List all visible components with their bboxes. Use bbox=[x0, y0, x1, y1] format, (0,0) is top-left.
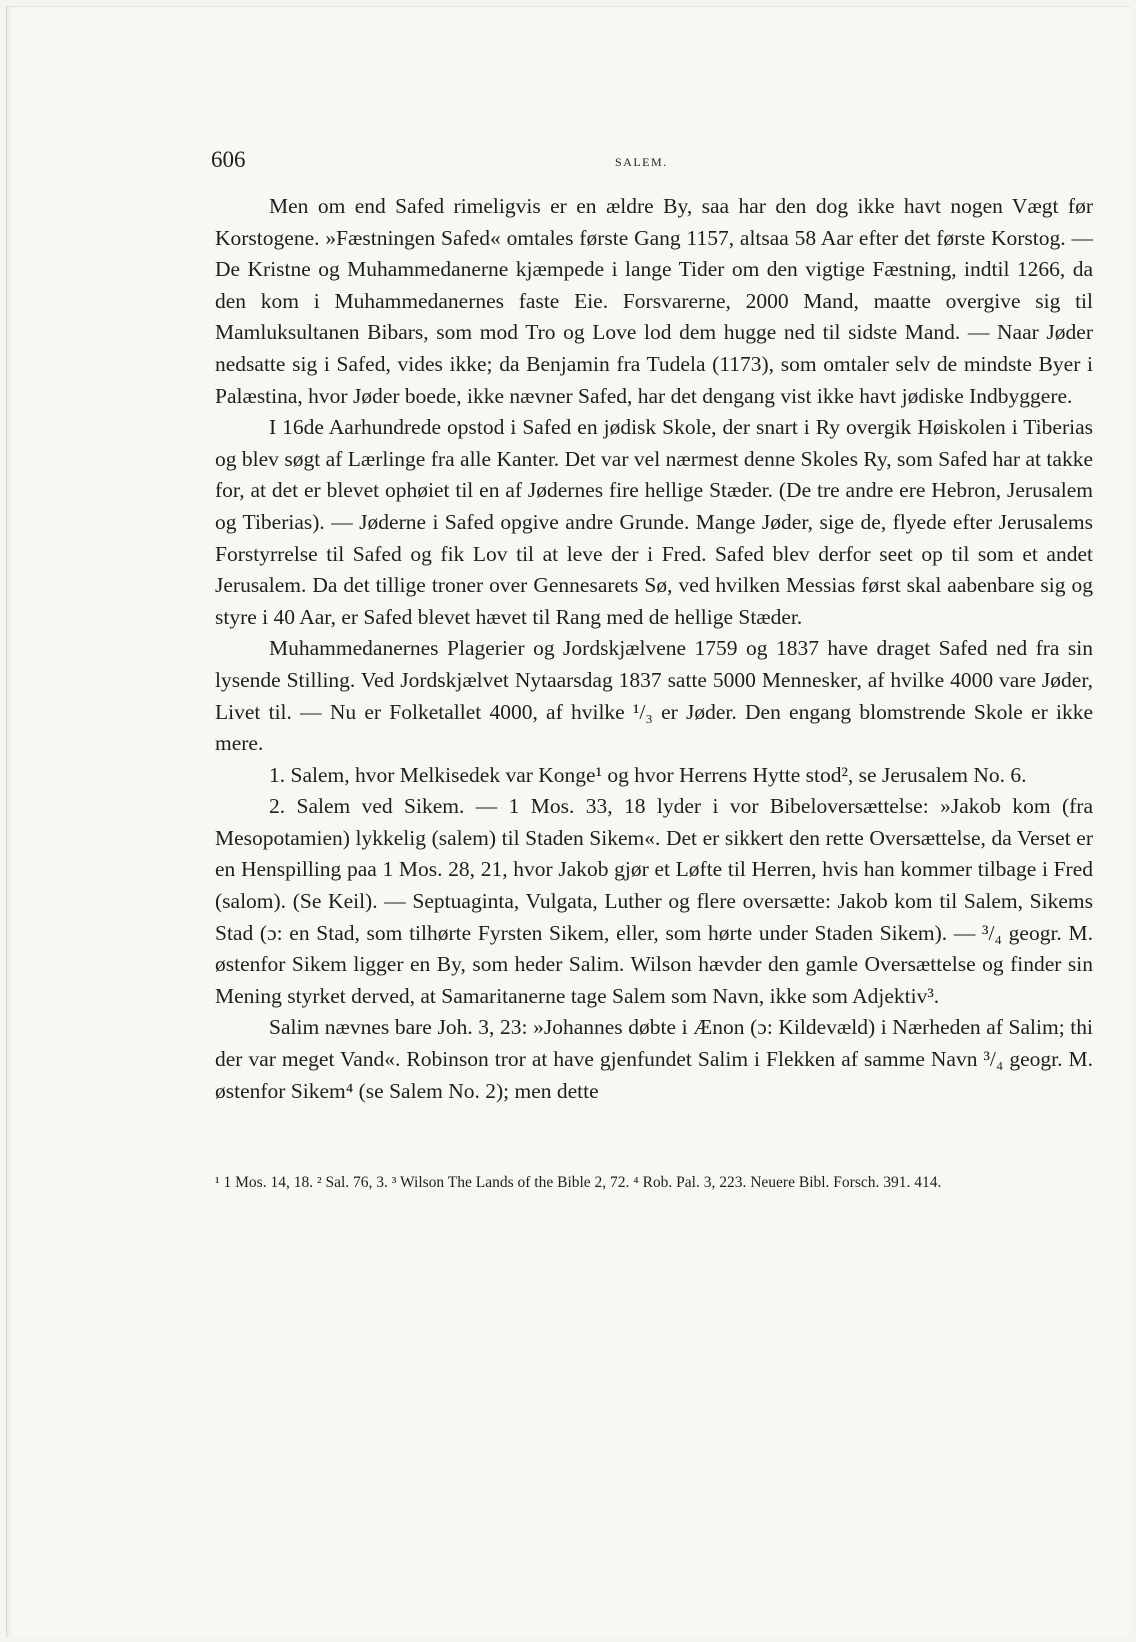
paragraph: Men om end Safed rimeligvis er en ældre By, saa har den dog ikke havt nogen Vægt før Korstogene. »Fæstningen Safed« omtales første Gang 1157, altsaa 58 Aar efter det første Korstog. — De Kristne og Muhammedanerne kjæmpede i lange Tider om den vigtige Fæstning, indtil 1266, da den kom i Muhammedanernes faste Eie. Forsvarerne, 2000 Mand, maatte overgive sig til Mamluksultanen Bibars, som mod Tro og Love lod dem hugge ned til sidste Mand. — Naar Jøder nedsatte sig i Safed, vides ikke; da Benjamin fra Tudela (1173), som omtaler selv de mindste Byer i Palæstina, hvor Jøder boede, ikke nævner Safed, har det dengang vist ikke havt jødiske Indbyggere. bbox=[215, 194, 1093, 408]
paragraph: I 16de Aarhundrede opstod i Safed en jødisk Skole, der snart i Ry overgik Høiskolen i Tiberias og blev søgt af Lærlinge fra alle Kanter. Det var vel nærmest denne Skoles Ry, som Safed har at takke for, at det er blevet ophøiet til en af Jødernes fire hellige Stæder. (De tre andre ere Hebron, Jerusalem og Tiberias). — Jøderne i Safed opgive andre Grunde. Mange Jøder, sige de, flyede efter Jerusalems Forstyrrelse til Safed og fik Lov til at leve der i Fred. Safed blev derfor seet op til som et andet Jerusalem. Da det tillige troner over Gennesarets Sø, ved hvilken Messias først skal aabenbare sig og styre i 40 Aar, er Safed blevet hævet til Rang med de hellige Stæder. bbox=[215, 415, 1093, 629]
footnotes: ¹ 1 Mos. 14, 18. ² Sal. 76, 3. ³ Wilson The Lands of the Bible 2, 72. ⁴ Rob. Pal. 3, 223. Neuere Bibl. Forsch. 391. 414. bbox=[215, 1174, 942, 1192]
text-block bbox=[211, 147, 1093, 1195]
paragraph: 1. Salem, hvor Melkisedek var Konge¹ og hvor Herrens Hytte stod², se Jerusalem No. 6. bbox=[269, 762, 1027, 787]
page-header bbox=[211, 147, 1093, 177]
paragraph: 2. Salem ved Sikem. — 1 Mos. 33, 18 lyder i vor Bibeloversættelse: »Jakob kom (fra Mesopotamien) lykkelig (salem) til Staden Sikem«. Det er sikkert den rette Oversættelse, da Verset er en Henspilling paa 1 Mos. 28, 21, hvor Jakob gjør et Løfte til Herren, hvis han kommer tilbage i Fred (salom). (Se Keil). — Septuaginta, Vulgata, Luther og flere oversætte: Jakob kom til Salem, Sikems Stad (ɔ: en Stad, som tilhørte Fyrsten Sikem, eller, som hørte under Staden Sikem). — ³/₄ geogr. M. østenfor Sikem ligger en By, som heder Salim. Wilson hævder den gamle Oversættelse og finder sin Mening styrket derved, at Samaritanerne tage Salem som Navn, ikke som Adjektiv³. bbox=[215, 794, 1093, 1008]
page-number: 606 bbox=[211, 147, 246, 172]
book-page bbox=[6, 6, 1131, 1637]
running-head: SALEM. bbox=[615, 155, 668, 169]
paragraph: Muhammedanernes Plagerier og Jordskjælvene 1759 og 1837 have draget Safed ned fra sin lysende Stilling. Ved Jordskjælvet Nytaarsdag 1837 satte 5000 Mennesker, af hvilke 4000 vare Jøder, Livet til. — Nu er Folketallet 4000, af hvilke ¹/₃ er Jøder. Den engang blomstrende Skole er ikke mere. bbox=[215, 636, 1093, 756]
paragraph: Salim nævnes bare Joh. 3, 23: »Johannes døbte i Ænon (ɔ: Kildevæld) i Nærheden af Salim; thi der var meget Vand«. Robinson tror at have gjenfundet Salim i Flekken af samme Navn ³/₄ geogr. M. østenfor Sikem⁴ (se Salem No. 2); men dette bbox=[215, 1015, 1093, 1103]
